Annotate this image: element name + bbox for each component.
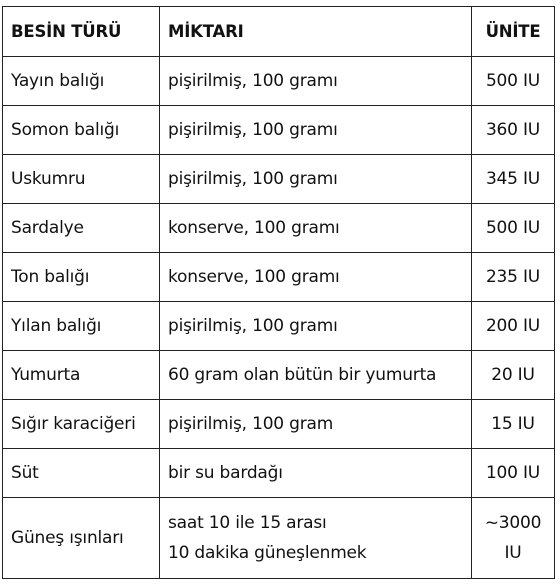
amount-cell: konserve, 100 gramı bbox=[160, 253, 472, 302]
food-cell: Ton balığı bbox=[3, 253, 160, 302]
amount-cell: pişirilmiş, 100 gramı bbox=[160, 155, 472, 204]
amount-cell: pişirilmiş, 100 gramı bbox=[160, 302, 472, 351]
vitamin-d-table bbox=[2, 6, 555, 579]
unit-cell: 20 IU bbox=[472, 351, 555, 400]
amount-line-1: saat 10 ile 15 arası bbox=[168, 513, 327, 533]
unit-cell: 345 IU bbox=[472, 155, 555, 204]
food-cell: Uskumru bbox=[3, 155, 160, 204]
amount-cell: bir su bardağı bbox=[160, 449, 472, 498]
table-row bbox=[3, 400, 555, 449]
amount-line-2: 10 dakika güneşlenmek bbox=[168, 543, 367, 563]
header-row bbox=[3, 7, 555, 57]
unit-line-1: ~3000 bbox=[484, 513, 542, 533]
food-cell: Sardalye bbox=[3, 204, 160, 253]
amount-cell bbox=[160, 498, 472, 579]
amount-cell: konserve, 100 gramı bbox=[160, 204, 472, 253]
food-cell: Yılan balığı bbox=[3, 302, 160, 351]
header-food: BESİN TÜRÜ bbox=[3, 7, 160, 57]
table-row-sunlight bbox=[3, 498, 555, 579]
food-cell: Güneş ışınları bbox=[3, 498, 160, 579]
unit-cell: 200 IU bbox=[472, 302, 555, 351]
table-row bbox=[3, 253, 555, 302]
food-cell: Süt bbox=[3, 449, 160, 498]
unit-line-2: IU bbox=[504, 543, 522, 563]
unit-cell: 100 IU bbox=[472, 449, 555, 498]
unit-cell: 500 IU bbox=[472, 57, 555, 106]
amount-cell: pişirilmiş, 100 gramı bbox=[160, 57, 472, 106]
food-cell: Sığır karaciğeri bbox=[3, 400, 160, 449]
table-row bbox=[3, 449, 555, 498]
unit-cell: 15 IU bbox=[472, 400, 555, 449]
food-cell: Yumurta bbox=[3, 351, 160, 400]
table-row bbox=[3, 106, 555, 155]
amount-cell: pişirilmiş, 100 gram bbox=[160, 400, 472, 449]
table-row bbox=[3, 204, 555, 253]
unit-cell bbox=[472, 498, 555, 579]
amount-cell: pişirilmiş, 100 gramı bbox=[160, 106, 472, 155]
header-amount: MİKTARI bbox=[160, 7, 472, 57]
table-row bbox=[3, 302, 555, 351]
header-unit: ÜNİTE bbox=[472, 7, 555, 57]
food-cell: Yayın balığı bbox=[3, 57, 160, 106]
unit-cell: 500 IU bbox=[472, 204, 555, 253]
table-row bbox=[3, 351, 555, 400]
table-row bbox=[3, 57, 555, 106]
food-cell: Somon balığı bbox=[3, 106, 160, 155]
unit-cell: 235 IU bbox=[472, 253, 555, 302]
table-row bbox=[3, 155, 555, 204]
unit-cell: 360 IU bbox=[472, 106, 555, 155]
amount-cell: 60 gram olan bütün bir yumurta bbox=[160, 351, 472, 400]
